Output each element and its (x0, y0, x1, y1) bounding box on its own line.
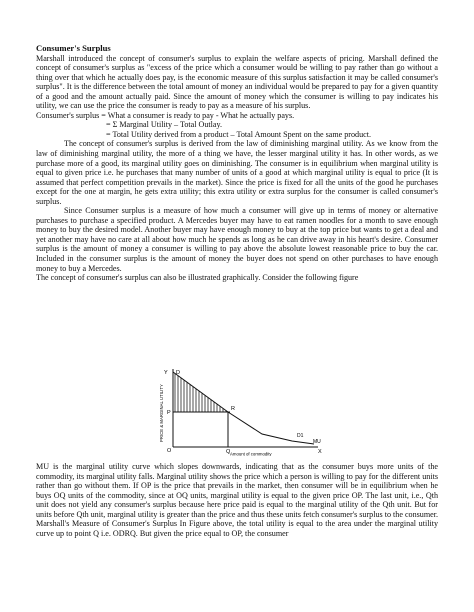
y-axis-title: PRICE & MARGINAL UTILITY (159, 384, 164, 442)
label-p: P (167, 410, 171, 416)
paragraph-2: The concept of consumer's surplus is derived from the law of diminishing marginal utility. As we know from the law of diminishing marginal utility, the more of a thing we have, the lesser marginal utility it has. In other words, as we purchase more of a good, its marginal utility goes on diminishing. The consumer is in equilibrium when marginal utility is equal to given price i.e. he purchases that many number of units of a good at which marginal utility is equal to price (It is assumed that perfect competition prevails in the market). Since the price is fixed for all the units of the good he purchases except for the one at margin, he gets extra utility; this extra utility or extra surplus for the consumer is called consumer's surplus. (36, 139, 438, 206)
paragraph-5: MU is the marginal utility curve which slopes downwards, indicating that as the consumer buys more units of the commodity, its marginal utility falls. Marginal utility shows the price which a person is willing to pay for the different units rather than go without them. If OP is the price that prevails in the market, then consumer will be in equilibrium when he buys OQ units of the commodity, since at OQ units, marginal utility is equal to the given price OP. The last unit, i.e., Qth unit does not yield any consumer's surplus because here price paid is equal to the marginal utility of the Qth unit. But for units before Qth unit, marginal utility is greater than the price and thus these units fetch consumer's surplus to the consumer. Marshall's Measure of Consumer's Surplus In Figure above, the total utility is equal to the area under the marginal utility curve up to point Q i.e. ODRQ. But given the price equal to OP, the consumer (36, 462, 438, 538)
marginal-utility-curve (173, 372, 314, 444)
figure-svg (150, 366, 350, 456)
label-r: R (231, 406, 235, 412)
x-axis-title: Amount of commodity (230, 451, 272, 456)
paragraph-3: Since Consumer surplus is a measure of how much a consumer will give up in terms of money or alternative purchases to purchase a specified product. A Mercedes buyer may have to eat ramen noodles for a month to save enough money to buy the desired model. Another buyer may have enough money to buy at the top price but wants to get a deal and yet another may have no care at all about how much he spends as long as he can drive away in his heart's desire. Consumer surplus is the amount of money a consumer is willing to pay above the absolute lowest reasonable price to buy the car. Included in the consumer surplus is the amount of money the buyer does not spend on other purchases to have enough money to buy a Mercedes. (36, 206, 438, 273)
label-d: D (176, 370, 180, 376)
consumer-surplus-figure (150, 366, 350, 456)
paragraph-4: The concept of consumer's surplus can also be illustrated graphically. Consider the following figure (36, 273, 359, 283)
label-mu: MU (313, 439, 321, 445)
intro-paragraph: Marshall introduced the concept of consumer's surplus to explain the welfare aspects of pricing. Marshall defined the concept of consumer's surplus as "excess of the price which a consumer would be willing to pay rather than go without a thing over that which he actually does pay, is the economic measure of this surplus satisfaction it may be called consumer's surplus". It is the difference between the total amount of money an individual would be prepared to pay for a given quantity of a good and the amount actually paid. Since the amount of money which the consumer is willing to pay indicates his utility, we can use the price the consumer is ready to pay as a measure of his surplus. (36, 53, 438, 111)
upper-text (36, 44, 438, 283)
lower-text (36, 462, 438, 538)
formula-line-3: = Total Utility derived from a product – Total Amount Spent on the same product. (106, 129, 372, 139)
formula-line-1: Consumer's surplus = What a consumer is ready to pay - What he actually pays. (36, 110, 295, 120)
label-y: Y (164, 370, 168, 376)
formula-line-2: = Σ Marginal Utility – Total Outlay. (106, 120, 223, 130)
label-o: O (167, 448, 172, 454)
section-title: Consumer's Surplus (36, 43, 111, 53)
label-x: X (318, 449, 322, 455)
label-d1: D1 (297, 433, 304, 439)
label-q: Q (226, 449, 231, 455)
